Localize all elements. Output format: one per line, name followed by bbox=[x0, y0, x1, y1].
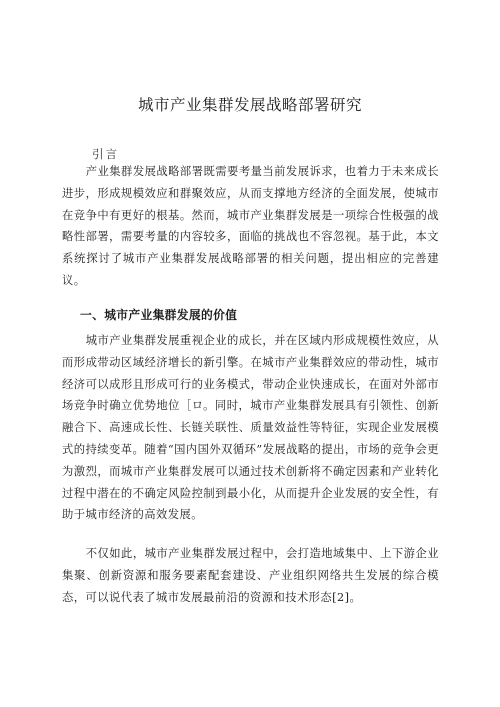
intro-label: 引言 bbox=[92, 147, 119, 161]
body-paragraph-continuation: 不仅如此，城市产业集群发展过程中，会打造地域集中、上下游企业集聚、创新资源和服务要素配套建设、产业组织网络共生发展的综合模态，可以说代表了城市发展最前沿的资源和技术形态[2]。 bbox=[62, 547, 439, 604]
section-heading: 一、城市产业集群发展的价值 bbox=[80, 308, 238, 322]
body-paragraph-value: 城市产业集群发展重视企业的成长，并在区域内形成规模性效应，从而形成带动区域经济增长的新引擎。在城市产业集群效应的带动性，城市经济可以成形且形成可行的业务模式，带动企业快速成长，在面对外部市场竞争时确立优势地位［ロ。同时，城市产业集群发展具有引领性、创新融合下、高速成长性、长链关联性、质量效益性等特征，实现企业发展模式的持续变革。随着“国内国外双循环”发展战略的提出，市场的竞争会更为激烈，而城市产业集群发展可以通过技术创新将不确定因素和产业转化过程中潜在的不确定风险控制到最小化，从而提升企业发展的安全性，有助于城市经济的高效发展。 bbox=[62, 334, 439, 522]
intro-paragraph: 产业集群发展战略部署既需要考量当前发展诉求，也着力于未来成长进步，形成规模效应和群聚效应，从而支撑地方经济的全面发展，使城市在竞争中有更好的根基。然而，城市产业集群发展是一项综合性极强的战略性部署，需要考量的内容较多，面临的挑战也不容忽视。基于此，本文系统探讨了城市产业集群发展战略部署的相关问题，提出相应的完善建议。 bbox=[62, 165, 439, 287]
page-title: 城市产业集群发展战略部署研究 bbox=[137, 96, 362, 114]
